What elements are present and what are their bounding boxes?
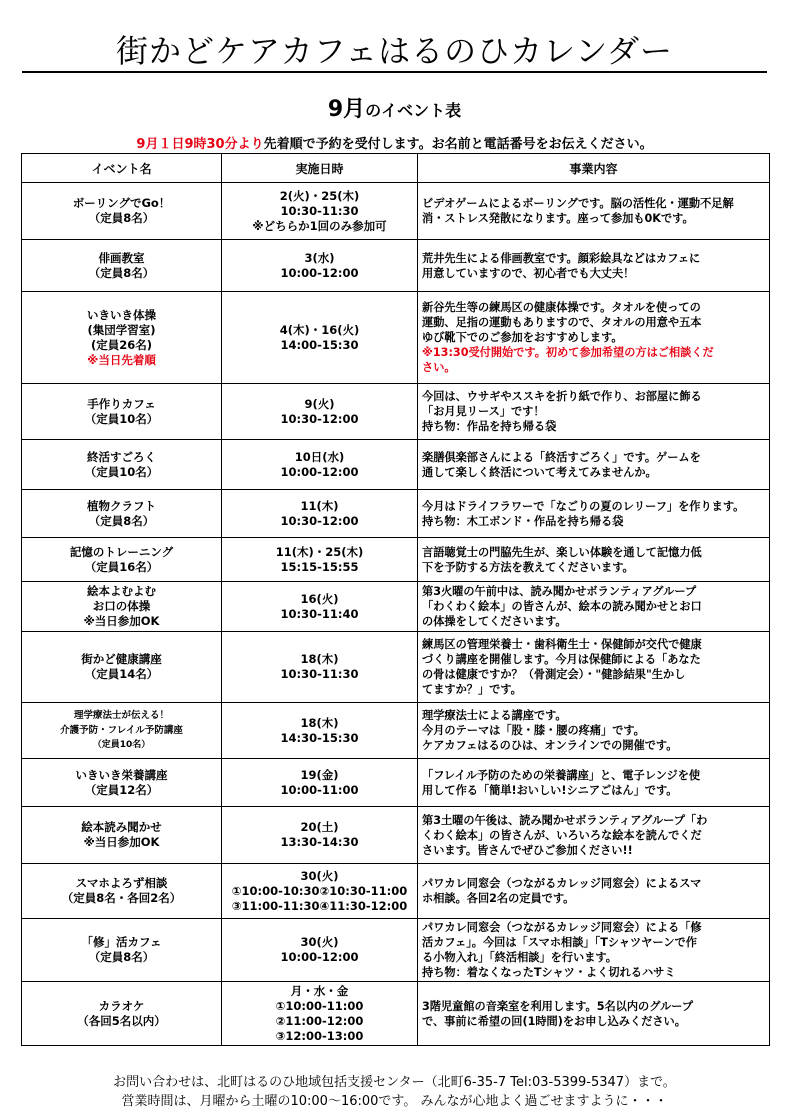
event-name-line: ※当日参加OK [83, 835, 160, 849]
event-datetime-line: 11(木) [300, 498, 339, 513]
event-name-line: （定員12名） [84, 782, 159, 797]
table-row [22, 240, 770, 292]
event-name-cell [22, 292, 222, 384]
table-header-row [22, 154, 770, 183]
event-datetime-cell [222, 183, 418, 240]
footer-hours: 営業時間は、月曜から土曜の10:00～16:00です。 みんなが心地よく過ごせますように・・・ [121, 1094, 668, 1109]
event-datetime-line: 10日(水) [294, 449, 345, 464]
header-description: 事業内容 [418, 154, 770, 183]
event-datetime-line: 10:00-11:00 [280, 782, 359, 797]
table-row [22, 582, 770, 632]
table-row [22, 183, 770, 240]
event-description-line: の骨は健康ですか？（骨測定会）・"健診結果"生かし [422, 668, 686, 681]
event-description-line: 「わくわく絵本」の皆さんが、絵本の読み聞かせとお口 [422, 600, 702, 613]
event-description-line: 理学療法士による講座です。 [422, 709, 567, 722]
notice-start-time: 9月１日9時30分より [136, 137, 264, 152]
event-description-line: 今月はドライフラワーで「なごりの夏のレリーフ」を作ります。 [422, 499, 745, 513]
event-name-line: (集団学習室) [87, 322, 156, 337]
event-name-line: 絵本よむよむ [87, 584, 156, 598]
event-name-cell [22, 864, 222, 919]
event-description-line: さいます。皆さんでぜひご参加ください!! [422, 843, 633, 857]
event-name-line: （定員10名） [84, 411, 159, 426]
table-row [22, 982, 770, 1046]
event-name-line: ※当日参加OK [83, 614, 160, 628]
event-description-line: くわく絵本」の皆さんが、いろいろな絵本を読んでくだ [422, 828, 702, 842]
event-description-line: 持ち物：木工ボンド・作品を持ち帰る袋 [422, 514, 624, 528]
event-description-cell [418, 440, 770, 490]
event-description-cell [418, 982, 770, 1046]
event-name-line: （定員16名） [84, 559, 159, 574]
event-datetime-line: 2(火)・25(木) [279, 188, 360, 203]
table-row [22, 538, 770, 582]
reservation-notice [0, 133, 789, 152]
event-datetime-line: 15:15-15:55 [280, 559, 359, 574]
event-datetime-cell [222, 982, 418, 1046]
event-description-cell [418, 703, 770, 759]
event-datetime-line: 18(木) [300, 652, 339, 666]
event-name-cell [22, 759, 222, 807]
event-datetime-cell [222, 384, 418, 440]
table-row [22, 703, 770, 759]
event-description-line: で、事前に希望の回(1時間)をお申し込みください。 [422, 1014, 686, 1028]
table-row [22, 632, 770, 703]
table-row [22, 864, 770, 919]
event-datetime-line: ①10:00-10:30②10:30-11:00 [231, 883, 408, 898]
event-datetime-line: 14:00-15:30 [280, 337, 359, 352]
event-name-cell [22, 240, 222, 292]
event-description-cell [418, 183, 770, 240]
event-description-line: 荒井先生による俳画教室です。顔彩絵具などはカフェに [422, 251, 701, 265]
event-description-line: ケアカフェはるのひは、オンラインでの開催です。 [422, 739, 678, 752]
event-description-line: 言語聴覚士の門脇先生が、楽しい体験を通して記憶力低 [422, 545, 702, 559]
event-datetime-line: 20(土) [300, 820, 339, 834]
event-datetime-cell [222, 703, 418, 759]
header-event-name: イベント名 [22, 154, 222, 183]
event-datetime-line: 16(火) [300, 591, 339, 606]
event-datetime-line: 4(木)・16(火) [279, 322, 360, 337]
event-description-line: ホ相談。各回2名の定員です。 [422, 892, 575, 905]
event-datetime-line: ※どちらか1回のみ参加可 [252, 218, 387, 233]
event-description-cell [418, 490, 770, 538]
event-name-line: いきいき体操 [87, 307, 156, 322]
event-description-line: ゆび靴下でのご参加をおすすめします。 [422, 331, 623, 344]
event-description-line: 「フレイル予防のための栄養講座」と、電子レンジを使 [422, 768, 701, 782]
event-datetime-cell [222, 807, 418, 864]
event-datetime-line: 月・水・金 [290, 983, 349, 998]
event-datetime-line: 10:30-12:00 [280, 513, 359, 528]
event-name-line: （定員8名） [88, 950, 155, 964]
event-name-line: 絵本読み聞かせ [81, 820, 162, 834]
event-description-line: 通して楽しく終活について考えてみませんか。 [422, 465, 657, 479]
event-description-cell [418, 384, 770, 440]
event-name-line: 終活すごろく [87, 449, 156, 464]
event-datetime-line: 11(木)・25(木) [275, 544, 364, 559]
event-description-line: 3階児童館の音楽室を利用します。5名以内のグループ [422, 999, 694, 1013]
page-title: 街かどケアカフェはるのひカレンダー [115, 32, 673, 70]
event-name-cell [22, 538, 222, 582]
event-description-cell [418, 292, 770, 384]
event-description-line: 持ち物：着なくなったTシャツ・よく切れるハサミ [422, 966, 676, 979]
event-description-line: 「お月見リース」です！ [422, 405, 545, 418]
event-description-line: 運動、足指の運動もありますので、タオルの用意や五本 [422, 316, 702, 329]
page-subtitle [0, 92, 789, 123]
event-datetime-cell [222, 240, 418, 292]
event-datetime-cell [222, 440, 418, 490]
event-description-line: 今月のテーマは「股・膝・腰の疼痛」です。 [422, 724, 645, 737]
event-name-line: 記憶のトレーニング [69, 544, 174, 559]
event-datetime-cell [222, 919, 418, 982]
footer-contact: お問い合わせは、北町はるのひ地域包括支援センター（北町6-35-7 Tel:03-5399-5347）まで。 [113, 1075, 676, 1090]
table-row [22, 292, 770, 384]
table-row [22, 759, 770, 807]
event-name-line: （定員8名・各回2名） [61, 891, 182, 905]
event-name-line: （定員8名） [88, 265, 155, 280]
event-datetime-line: 3(水) [304, 250, 335, 265]
event-datetime-cell [222, 292, 418, 384]
event-name-line: （定員14名） [84, 667, 159, 681]
event-datetime-line: 9(火) [304, 396, 335, 411]
notice-text: 先着順で予約を受付します。お名前と電話番号をお伝えください。 [263, 137, 653, 152]
event-name-cell [22, 807, 222, 864]
event-datetime-line: 10:30-11:40 [280, 606, 359, 621]
event-name-cell [22, 440, 222, 490]
event-name-line: お口の体操 [92, 599, 151, 613]
event-description-line: パワカレ同窓会（つながるカレッジ同窓会）による「修 [422, 921, 702, 934]
event-table [21, 153, 770, 1046]
event-name-line: カラオケ [98, 998, 145, 1013]
event-name-line: （定員10名） [84, 464, 159, 479]
event-description-cell [418, 919, 770, 982]
event-description-line: る小物入れ」「終活相談」を行います。 [422, 951, 617, 964]
event-name-cell [22, 632, 222, 703]
event-description-cell [418, 538, 770, 582]
event-datetime-line: 30(火) [300, 868, 339, 883]
event-name-line: 介護予防・フレイル予防講座 [60, 725, 183, 736]
event-name-line: 植物クラフト [87, 498, 156, 513]
table-row [22, 384, 770, 440]
subtitle-suffix: のイベント表 [365, 101, 462, 120]
header-datetime: 実施日時 [222, 154, 418, 183]
event-description-line: ビデオゲームによるボーリングです。脳の活性化・運動不足解 [422, 197, 734, 210]
event-description-line: 楽膳倶楽部さんによる「終活すごろく」です。ゲームを [422, 450, 701, 464]
event-datetime-line: 18(木) [300, 715, 339, 730]
event-description-line: パワカレ同窓会（つながるカレッジ同窓会）によるスマ [422, 877, 702, 890]
title-divider [22, 71, 767, 73]
event-description-cell [418, 759, 770, 807]
event-name-line: いきいき栄養講座 [75, 767, 168, 782]
table-row [22, 440, 770, 490]
event-description-cell [418, 807, 770, 864]
event-name-line: スマホよろず相談 [75, 876, 168, 890]
event-datetime-line: 30(火) [300, 935, 339, 949]
event-description-line: 第3土曜の午後は、読み聞かせボランティアグループ「わ [422, 813, 708, 827]
event-datetime-line: 10:00-12:00 [280, 464, 359, 479]
event-name-line: 「修」活カフェ [81, 935, 162, 949]
event-name-cell [22, 982, 222, 1046]
event-datetime-line: ③12:00-13:00 [275, 1028, 364, 1043]
event-name-line: （定員8名） [88, 513, 155, 528]
event-datetime-cell [222, 538, 418, 582]
event-name-note: ※当日先着順 [87, 352, 156, 367]
event-rows [22, 183, 770, 1046]
event-name-cell [22, 703, 222, 759]
event-name-cell [22, 183, 222, 240]
event-datetime-line: 10:30-12:00 [280, 411, 359, 426]
event-description-line: 練馬区の管理栄養士・歯科衛生士・保健師が交代で健康 [422, 638, 702, 651]
event-datetime-line: 10:30-11:30 [280, 203, 359, 218]
event-description-line: 今回は、ウサギやススキを折り紙で作り、お部屋に飾る [422, 390, 702, 403]
event-datetime-line: 19(金) [300, 767, 339, 782]
event-name-cell [22, 384, 222, 440]
event-description-note: さい。 [422, 361, 456, 374]
event-datetime-line: 10:00-12:00 [280, 950, 359, 964]
event-name-line: (定員26名) [90, 337, 152, 352]
event-name-line: ボーリングでGo！ [72, 196, 171, 210]
event-datetime-line: 10:30-11:30 [280, 667, 359, 681]
event-description-cell [418, 582, 770, 632]
event-name-line: （定員10名） [92, 740, 151, 750]
event-name-line: （定員8名） [88, 211, 155, 225]
event-description-line: 活カフェ」。今回は「スマホ相談」「Tシャツヤーンで作 [422, 936, 697, 949]
event-datetime-cell [222, 632, 418, 703]
table-row [22, 807, 770, 864]
event-datetime-line: ②11:00-12:00 [275, 1013, 364, 1028]
event-name-cell [22, 919, 222, 982]
event-name-line: 理学療法士が伝える！ [73, 710, 169, 721]
event-name-cell [22, 582, 222, 632]
event-description-note: ※13:30受付開始です。初めて参加希望の方はご相談くだ [422, 346, 714, 359]
event-description-line: 持ち物：作品を持ち帰る袋 [422, 420, 557, 433]
event-name-line: 手作りカフェ [87, 396, 156, 411]
event-datetime-cell [222, 490, 418, 538]
event-description-line: てますか？」です。 [422, 683, 522, 696]
event-name-cell [22, 490, 222, 538]
event-description-line: 消・ストレス発散になります。座って参加も0Kです。 [422, 212, 694, 225]
event-name-line: （各回5名以内） [77, 1013, 166, 1028]
event-datetime-line: ①10:00-11:00 [275, 998, 364, 1013]
event-description-line: 用して作る「簡単!おいしい!シニアごはん」です。 [422, 783, 678, 797]
event-name-line: 街かど健康講座 [81, 652, 162, 666]
subtitle-month: 9月 [327, 97, 366, 122]
event-description-line: 第3火曜の午前中は、読み聞かせボランティアグループ [422, 585, 697, 598]
event-description-line: 下を予防する方法を教えてくださいます。 [422, 560, 634, 574]
event-description-cell [418, 632, 770, 703]
event-datetime-line: 13:30-14:30 [280, 835, 359, 849]
event-description-cell [418, 240, 770, 292]
event-description-line: づくり講座を開催します。今月は保健師による「あなた [422, 653, 701, 666]
table-row [22, 490, 770, 538]
event-datetime-cell [222, 864, 418, 919]
event-datetime-line: ③11:00-11:30④11:30-12:00 [231, 898, 408, 913]
table-row [22, 919, 770, 982]
event-description-line: 新谷先生等の練馬区の健康体操です。タオルを使っての [422, 301, 701, 314]
event-datetime-line: 14:30-15:30 [280, 730, 359, 745]
event-datetime-cell [222, 582, 418, 632]
event-datetime-line: 10:00-12:00 [280, 265, 359, 280]
event-datetime-cell [222, 759, 418, 807]
event-name-line: 俳画教室 [98, 250, 145, 265]
event-description-line: の体操をしてくださいます。 [422, 615, 567, 628]
event-description-line: 用意していますので、初心者でも大丈夫！ [422, 266, 635, 280]
event-description-cell [418, 864, 770, 919]
